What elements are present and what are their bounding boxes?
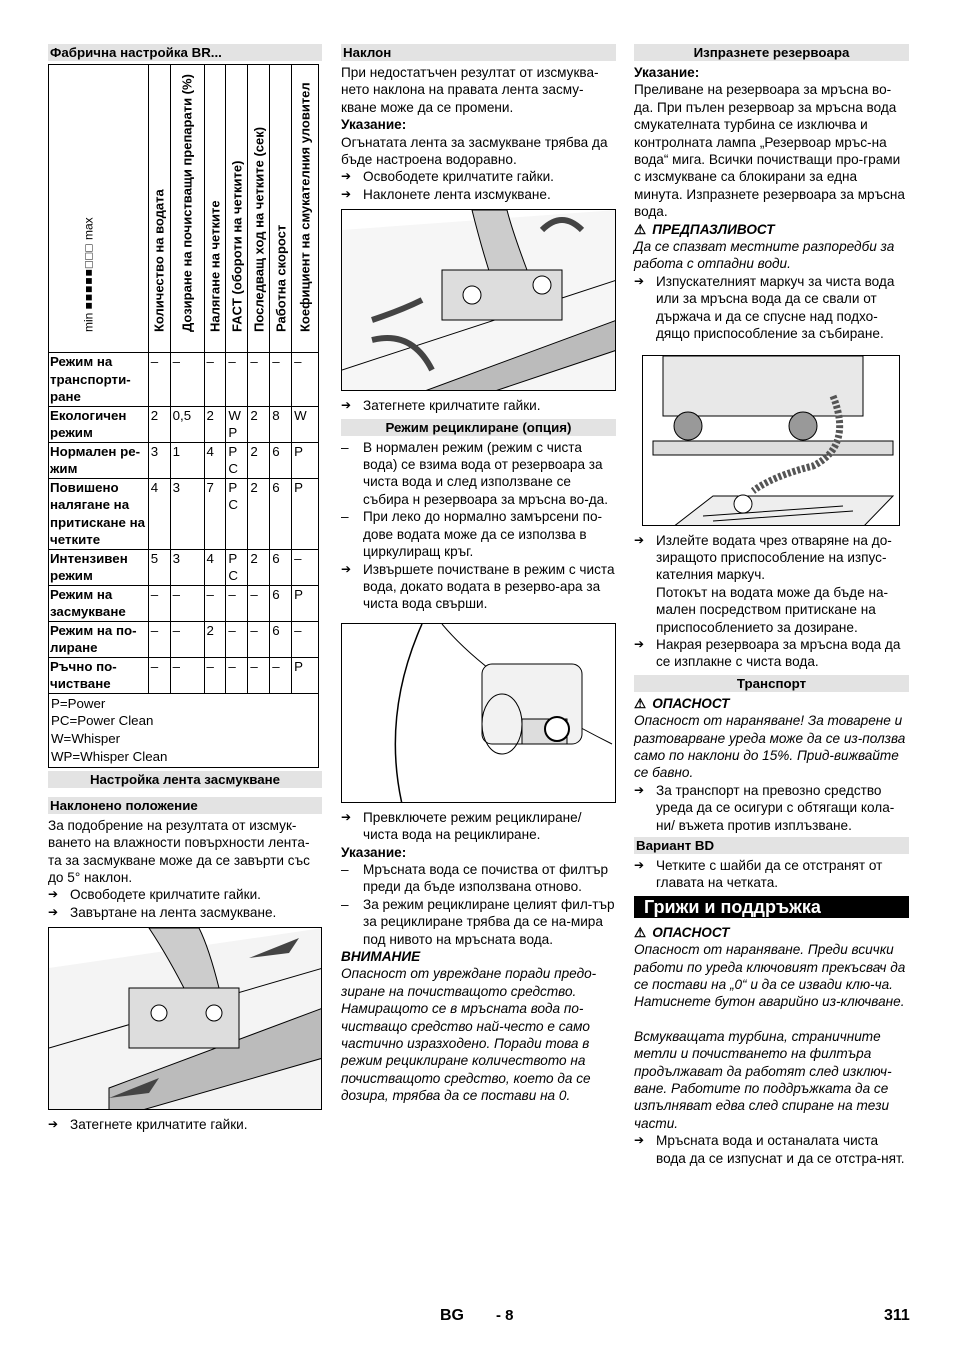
table-row: Режим на транспорти-ране – – – – – – – xyxy=(49,353,319,407)
scale-header xyxy=(49,65,149,353)
squeegee-incline-figure xyxy=(341,209,616,391)
warning-icon: ⚠ xyxy=(634,695,647,711)
arrow-icon: ➔ xyxy=(48,887,59,902)
arrow-icon: ➔ xyxy=(48,904,59,919)
incline-note: Огънатата лента за засмукване трябва да бъде настроена водоравно. xyxy=(341,134,608,168)
list-item: – В нормален режим (режим с чиста вода) се взима вода от резервоара за чиста вода и след използване се събира н резервоара за мръсна во-да. xyxy=(341,439,608,507)
header-brush-afterrun: Последващ ход на четките (сек) xyxy=(248,65,270,353)
drain-hose-figure xyxy=(642,355,900,526)
squeegee-tilt-figure xyxy=(48,927,322,1110)
list-item: – При леко до нормално замърсени по-дове водата може да се използва в циркулиращ кръг. xyxy=(341,509,603,560)
arrow-icon: ➔ xyxy=(634,1133,645,1148)
precaution-label: ⚠ ПРЕДПАЗЛИВОСТ xyxy=(634,221,775,237)
scale-max: max xyxy=(81,216,96,240)
list-item: ➔ Наклонете лента изсмукване. xyxy=(341,186,551,202)
header-speed: Работна скорост xyxy=(270,65,292,353)
list-item: ➔ Превключете режим рециклиране/ чиста вода на рециклиране. xyxy=(341,809,582,843)
table-row: Режим на по-лиране – – 2 – – 6 – xyxy=(49,621,319,657)
table-row: Нормален ре-жим 3 1 4 P C 2 6 P xyxy=(49,442,319,478)
header-fact: FACT (обороти на четките) xyxy=(226,65,248,353)
tilt-heading: Наклонено положение xyxy=(48,797,322,814)
tilt-text: За подобрение на резултата от изсмук-ването на влажности повърхности лента-та за засмукване може да се завърти със до 5° наклон. xyxy=(48,817,310,885)
arrow-icon: ➔ xyxy=(634,858,645,872)
table-row: Режим на засмукване – – – – – 6 P xyxy=(49,585,319,621)
list-item: ➔ За транспорт на превозно средство уреда да се осигури с обтягащи кола-ни/ въжета против изплъзване. xyxy=(634,782,895,833)
note-label: Указание: xyxy=(341,844,407,860)
transport-danger: Опасност от нараняване! За товарене и разтоварване уреда може да се из-ползва само по наклони до 15%. Прид-вижвайте се бавно. xyxy=(634,713,906,781)
footer-page-total: 311 xyxy=(884,1307,910,1324)
note-label: Указание: xyxy=(341,117,407,133)
caution-text: Опасност от увреждане поради предо-зиране на почистващото средство. Намиращото се в мръсната вода по-чистващо средство най-често е само частично изразходено. Поради това в режим рециклиране количеството на почистващото средство, което да се дозира, трябва да се постави на 0. xyxy=(341,966,597,1104)
factory-settings-heading: Фабрична настройка BR... xyxy=(48,44,322,61)
list-item: ➔ Затегнете крилчатите гайки. xyxy=(48,1117,248,1133)
note-label: Указание: xyxy=(634,65,700,80)
column-1 xyxy=(48,44,322,1134)
recycle-switch-figure xyxy=(341,623,616,803)
table-row: Повишено налягане на притискане на четките 4 3 7 P C 2 6 P xyxy=(49,478,319,549)
table-row: Интензивен режим 5 3 4 P C 2 6 – xyxy=(49,549,319,585)
table-row: Екологичен режим 2 0,5 2 W P 2 8 W xyxy=(49,406,319,442)
recycle-heading: Режим рециклиране (опция) xyxy=(341,419,616,436)
list-item: ➔ Освободете крилчатите гайки. xyxy=(341,169,554,185)
danger-label: ⚠ ОПАСНОСТ xyxy=(634,695,730,711)
arrow-icon: ➔ xyxy=(48,1117,59,1132)
care-danger: Опасност от нараняване. Преди всички работи по уреда ключовият прекъсвач да се постави на „0“ и да се извади клю-ча. Натиснете бутон аварийно из-ключване. xyxy=(634,942,906,1010)
list-item: ➔ Изпускателният маркуч за чиста вода или за мръсна вода да се свали от държача и да се спусне над подхо-дящо приспособление за събиране. xyxy=(634,273,895,342)
incline-text: При недостатъчен резултат от изсмуква-нето наклона на правата лента засму-кване може да се промени. xyxy=(341,65,599,115)
header-water: Количество на водата xyxy=(148,65,170,353)
header-suction: Коефициент на смукателния уловител xyxy=(292,65,319,353)
precaution-text: Да се спазват местните разпоредби за работа с отпадни води. xyxy=(634,239,895,272)
list-item: – За режим рециклиране целият фил-тър за рециклиране трябва да се на-мира под нивото на мръсната вода. xyxy=(341,896,615,947)
arrow-icon: ➔ xyxy=(634,532,645,547)
table-legend: P=Power PC=Power Clean W=Whisper WP=Whisper Clean xyxy=(48,694,319,768)
list-item: ➔ Мръсната вода и останалата чиста вода да се изпуснат и да се отстра-нят. xyxy=(634,1133,905,1166)
arrow-icon: ➔ xyxy=(634,273,645,288)
danger-label: ⚠ ОПАСНОСТ xyxy=(634,924,730,940)
column-3 xyxy=(634,44,909,1167)
list-item: ➔ Завъртане на лента засмукване. xyxy=(48,904,277,920)
scale-min: min xyxy=(81,312,96,332)
drain-step2b: Потокът на водата може да бъде на-мален посредством притискане на приспособлението за дозиране. xyxy=(656,584,889,635)
arrow-icon: ➔ xyxy=(341,561,352,576)
arrow-icon: ➔ xyxy=(341,169,352,184)
care-heading: Грижи и поддръжка xyxy=(634,896,909,918)
warning-icon: ⚠ xyxy=(634,924,647,940)
care-text: Всмукващата турбина, страничните метли и почистването на филтъра продължават да работят след изключ-ване. Работите по поддръжката да се изпълняват едва след спиране на тези части. xyxy=(634,1028,892,1131)
drain-text: Преливане на резервоара за мръсна во-да. При пълен резервоар за мръсна вода смукателната турбина се изключва и контролната лампа „Резервоар мръс-на вода“ мига. Всички почистващи про-грами с изсмукване са блокирани за една минута. Изпразнете резервоара за мръсна вода. xyxy=(634,82,905,220)
list-item: – Мръсната вода се почиства от филтър преди да бъде използвана отново. xyxy=(341,861,609,895)
column-2 xyxy=(341,44,616,1105)
squeegee-heading: Настройка лента засмукване xyxy=(48,771,322,788)
footer-page-local: - 8 xyxy=(496,1307,514,1324)
table-row: Ръчно по-чистване – – – – – – P xyxy=(49,657,319,693)
arrow-icon: ➔ xyxy=(634,636,645,651)
incline-heading: Наклон xyxy=(341,44,616,61)
list-item: ➔ Освободете крилчатите гайки. xyxy=(48,887,261,903)
transport-heading: Транспорт xyxy=(634,675,909,692)
arrow-icon: ➔ xyxy=(341,809,352,824)
header-brush-pressure: Налягане на четките xyxy=(204,65,226,353)
list-item: ➔ Извършете почистване в режим с чиста вода, докато водата в резерво-ара за чиста вода свърши. xyxy=(341,561,615,612)
arrow-icon: ➔ xyxy=(634,782,645,797)
list-item: ➔ Затегнете крилчатите гайки. xyxy=(341,398,541,414)
list-item: ➔ Четките с шайби да се отстранят от главата на четката. xyxy=(634,858,883,891)
variant-heading: Вариант BD xyxy=(634,837,909,854)
footer-lang: BG xyxy=(440,1307,464,1324)
arrow-icon: ➔ xyxy=(341,398,352,413)
warning-icon: ⚠ xyxy=(634,221,647,237)
factory-settings-table xyxy=(48,64,319,694)
drain-heading: Изпразнете резервоара xyxy=(634,44,909,61)
scale-boxes: ■■■■■□□□ xyxy=(81,242,96,309)
caution-label: ВНИМАНИЕ xyxy=(341,948,421,964)
list-item: ➔ Накрая резервоара за мръсна вода да се изплакне с чиста вода. xyxy=(634,636,901,670)
list-item: ➔ Излейте водата чрез отваряне на до-зиращото приспособление на изпус-кателния маркуч. xyxy=(634,532,892,583)
header-detergent: Дозиране на почистващи препарати (%) xyxy=(170,65,204,353)
arrow-icon: ➔ xyxy=(341,186,352,201)
